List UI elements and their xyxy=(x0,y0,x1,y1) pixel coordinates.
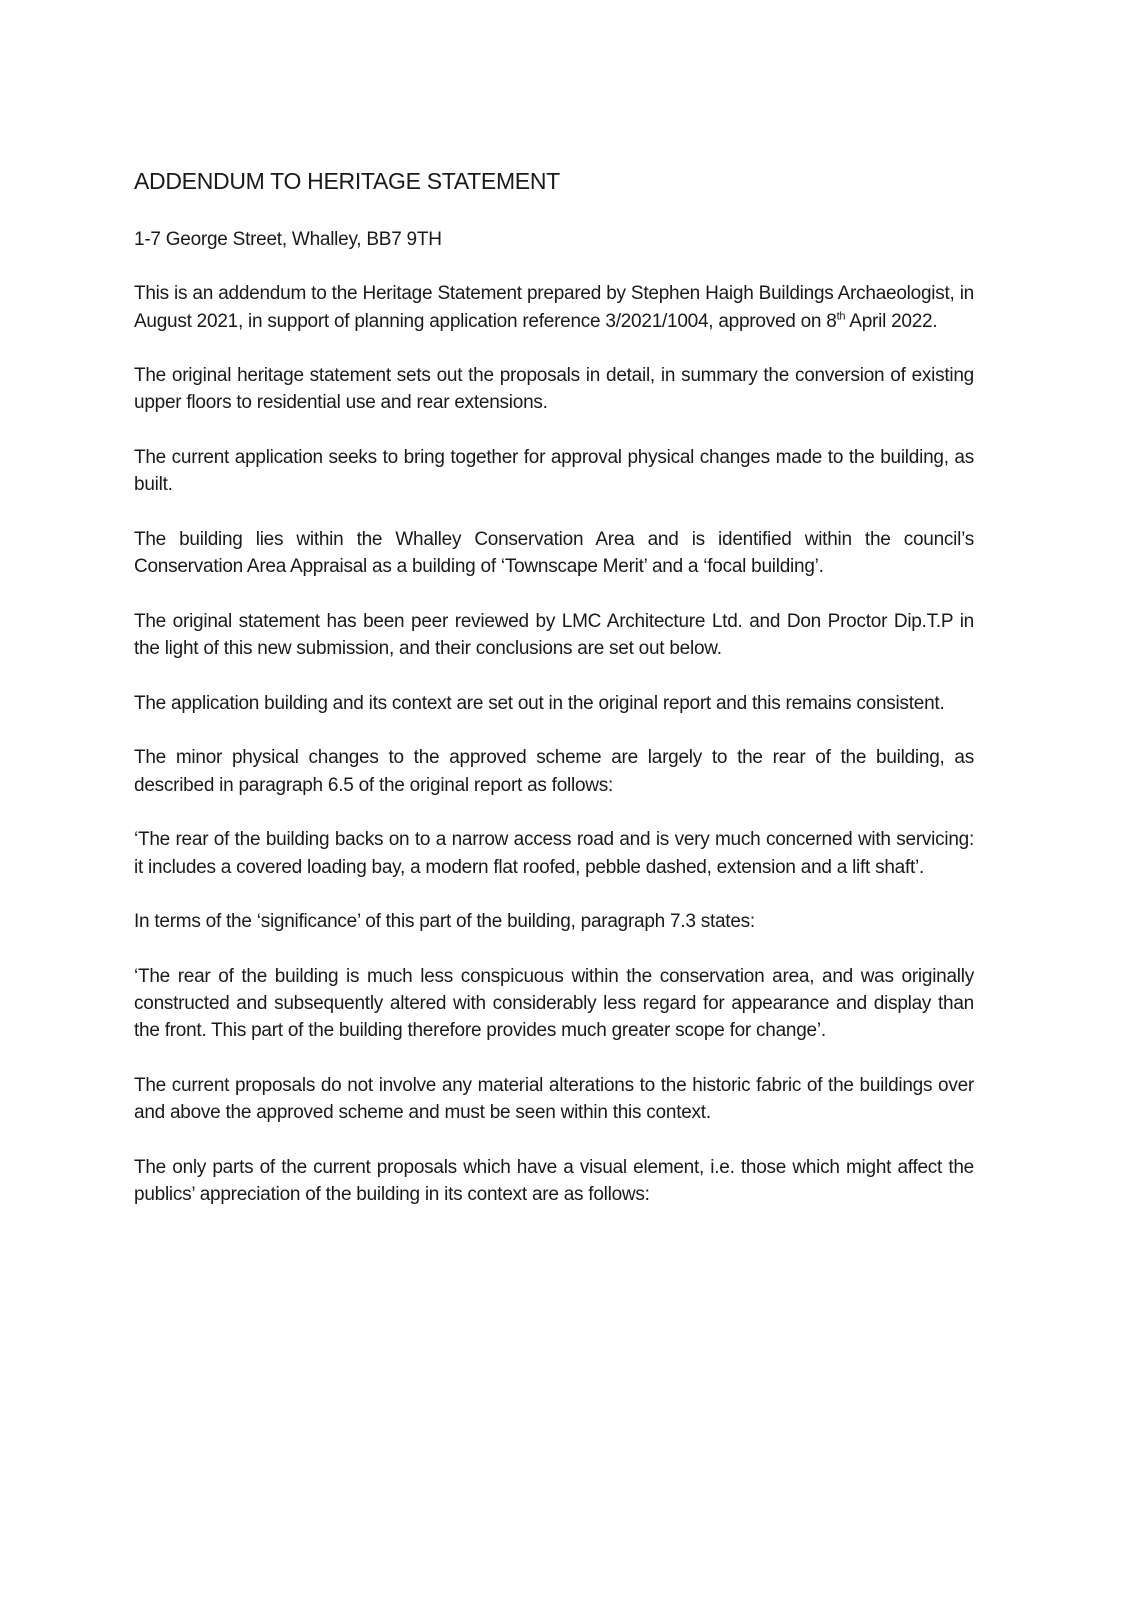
paragraph: In terms of the ‘significance’ of this part of the building, paragraph 7.3 states: xyxy=(134,911,755,933)
paragraph: The current application seeks to bring together for approval physical changes made to the building, as built. xyxy=(134,447,974,496)
paragraph: The original statement has been peer reviewed by LMC Architecture Ltd. and Don Proctor Dip.T.P in the light of this new submission, and their conclusions are set out below. xyxy=(134,610,974,660)
site-address: 1-7 George Street, Whalley, BB7 9TH xyxy=(134,229,442,250)
paragraph: The original heritage statement sets out the proposals in detail, in summary the conversion of existing upper floors to residential use and rear extensions. xyxy=(134,365,974,414)
quote-paragraph: ‘The rear of the building backs on to a narrow access road and is very much concerned with servicing: it includes a covered loading bay, a modern flat roofed, pebble dashed, extension and a lift shaft’. xyxy=(134,829,974,878)
intro-text-end: April 2022. xyxy=(845,310,938,332)
paragraph: The current proposals do not involve any material alterations to the historic fabric of the buildings over and above the approved scheme and must be seen within this context. xyxy=(134,1074,974,1124)
document-title: ADDENDUM TO HERITAGE STATEMENT xyxy=(134,168,560,194)
paragraph: The building lies within the Whalley Conservation Area and is identified within the council’s Conservation Area Appraisal as a building of ‘Townscape Merit’ and a ‘focal building’. xyxy=(134,528,974,578)
document-page xyxy=(134,166,974,1236)
intro-paragraph xyxy=(134,280,974,335)
paragraph: The application building and its context are set out in the original report and this remains consistent. xyxy=(134,692,945,714)
paragraph: The only parts of the current proposals which have a visual element, i.e. those which might affect the publics’ appreciation of the building in its context are as follows: xyxy=(134,1156,974,1206)
paragraph: The minor physical changes to the approved scheme are largely to the rear of the building, as described in paragraph 6.5 of the original report as follows: xyxy=(134,747,974,796)
intro-text: This is an addendum to the Heritage Statement prepared by Stephen Haigh Buildings Archaeologist, in August 2021, in support of planning application reference 3/2021/1004, approved on 8 xyxy=(134,283,974,332)
quote-paragraph: ‘The rear of the building is much less conspicuous within the conservation area, and was originally constructed and subsequently altered with considerably less regard for appearance and display than the front. This part of the building therefore provides much greater scope for change’. xyxy=(134,965,974,1042)
ordinal-suffix: th xyxy=(836,310,846,323)
